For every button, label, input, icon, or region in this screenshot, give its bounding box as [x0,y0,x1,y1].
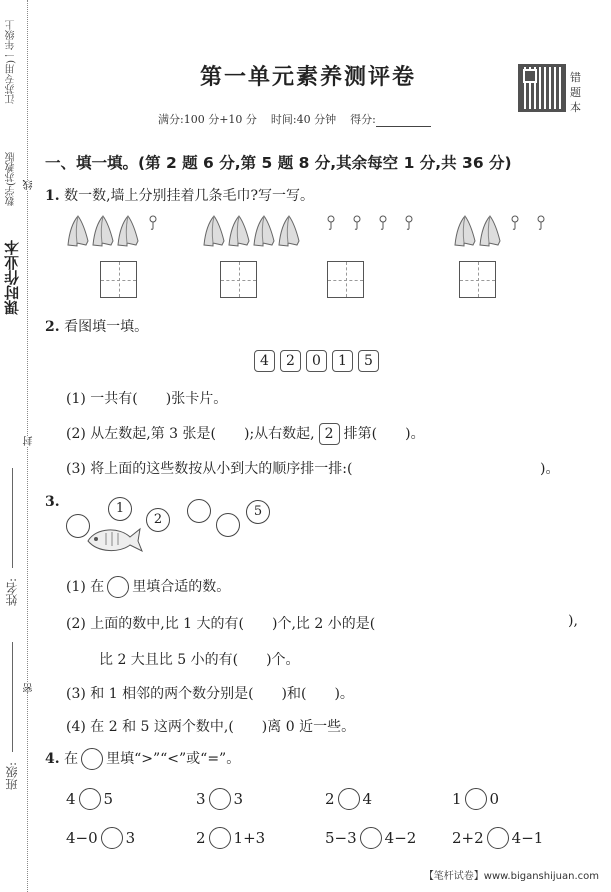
answer-box-1[interactable] [100,261,137,298]
comparison-item: 5−3 4−2 [325,829,417,847]
q3-sub2a: (2) 上面的数中,比 1 大的有( )个,比 2 小的是( [66,616,376,632]
comparison-item: 1 0 [452,790,500,808]
hook-icon [404,215,414,231]
number-card: 5 [358,350,379,372]
comparison-item: 2 1+3 [196,829,266,847]
towel-icon [203,215,225,248]
answer-box-4[interactable] [459,261,496,298]
circle-icon [107,576,129,598]
number-bubble: 5 [246,500,270,524]
question-1-text: 数一数,墙上分别挂着几条毛巾?写一写。 [64,188,315,204]
comparison-item: 2+2 4−1 [452,829,544,847]
towel-icon [228,215,250,248]
towel-icon [67,215,89,248]
series-name: 课时作业本 [3,240,21,315]
q3-sub3: (3) 和 1 相邻的两个数分别是( )和( )。 [66,686,354,702]
towel-icon [278,215,300,248]
number-bubble: 1 [108,497,132,521]
number-card: 0 [306,350,327,372]
q2-sub1: (1) 一共有( )张卡片。 [66,391,228,407]
compare-circle[interactable] [209,788,231,810]
number-card: 2 [280,350,301,372]
comparison-item: 3 3 [196,790,244,808]
qr-code-icon[interactable] [518,64,566,112]
fish-icon [84,523,144,555]
answer-box-2[interactable] [220,261,257,298]
hook-icon [148,215,158,231]
compare-circle[interactable] [79,788,101,810]
compare-circle[interactable] [338,788,360,810]
number-bubble: 2 [146,508,170,532]
compare-circle[interactable] [101,827,123,849]
question-4: 4. 在 里填“>”“<”或“=”。 [45,748,240,770]
comparison-item: 2 4 [325,790,373,808]
hook-icon [378,215,388,231]
dense-mark: 密 [24,683,35,693]
name-label: 姓名: [5,578,19,607]
hook-icon [352,215,362,231]
section-heading: 一、填一填。(第 2 题 6 分,第 5 题 8 分,其余每空 1 分,共 36 分) [45,154,512,172]
hook-icon [510,215,520,231]
hook-icon [536,215,546,231]
compare-circle[interactable] [465,788,487,810]
full-score: 满分:100 分+10 分 [158,113,257,126]
q3-sub4: (4) 在 2 和 5 这两个数中,( )离 0 近一些。 [66,719,356,735]
towel-icon [454,215,476,248]
line-mark: 线 [24,180,35,190]
score-field[interactable] [376,115,431,127]
class-field[interactable] [12,642,13,752]
name-field[interactable] [12,468,13,568]
compare-circle[interactable] [209,827,231,849]
q2-sub3: (3) 将上面的这些数按从小到大的顺序排一排:( [66,461,353,477]
score-label: 得分: [350,113,376,126]
watermark: 【笔杆试卷】www.biganshijuan.com [423,871,599,882]
seal-mark: 封 [24,436,35,446]
binding-dotted-line [27,0,28,892]
qr-label: 错题本 [570,71,581,114]
answer-bubble[interactable] [216,513,240,537]
question-1: 1. 数一数,墙上分别挂着几条毛巾?写一写。 [45,188,315,204]
towel-icon [117,215,139,248]
q3-sub1: (1) 在 里填合适的数。 [66,576,230,598]
answer-box-3[interactable] [327,261,364,298]
page-title: 第一单元素养测评卷 [200,64,417,90]
edition-label: 江苏专用)一年级上 [6,20,17,104]
answer-bubble[interactable] [187,499,211,523]
hook-icon [326,215,336,231]
q3-sub2b: 比 2 大且比 5 小的有( )个。 [99,652,300,668]
towel-icon [479,215,501,248]
comparison-item: 4 5 [66,790,114,808]
question-3-num: 3. [45,494,60,510]
comparison-item: 4−0 3 [66,829,136,847]
class-label: 班级: [5,762,19,791]
compare-circle[interactable] [360,827,382,849]
time-limit: 时间:40 分钟 [270,113,337,126]
exam-meta [158,111,431,127]
number-card: 4 [254,350,275,372]
compare-circle[interactable] [487,827,509,849]
towel-icon [253,215,275,248]
question-2: 2. 看图填一填。 [45,319,149,335]
circle-icon [81,748,103,770]
towel-icon [92,215,114,248]
q2-sub2: (2) 从左数起,第 3 张是( );从右数起, 2 排第( )。 [66,423,425,445]
number-cards [254,350,384,372]
subject-label: 数学(苏教版 [6,152,17,206]
number-card: 1 [332,350,353,372]
